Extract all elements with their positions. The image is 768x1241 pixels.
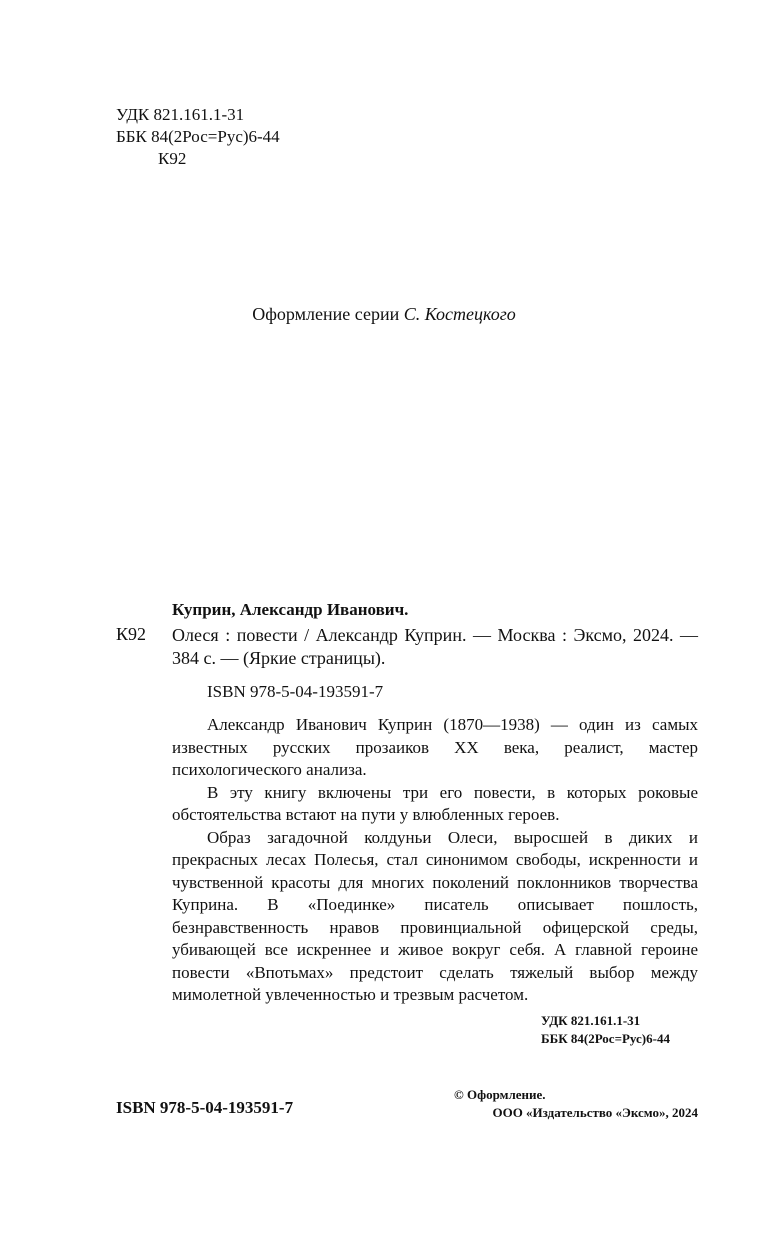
series-design-prefix: Оформление серии — [252, 304, 404, 324]
header-udk: УДК 821.161.1-31 — [116, 105, 245, 124]
copyright-line-2: ООО «Издательство «Эксмо», 2024 — [492, 1105, 698, 1120]
footer-classification — [541, 1012, 670, 1048]
annotation-paragraph: Александр Иванович Куприн (1870—1938) — один из самых известных русских прозаиков XX века, реалист, мастер психологического анализа. — [172, 715, 698, 779]
annotation — [172, 714, 698, 1007]
annotation-paragraph: Образ загадочной колдуньи Олеси, выросшей в диких и прекрасных лесах Полесья, стал синонимом свободы, искренности и чувственной красоты для многих поколений поклонников творчества Куприна. В «Поединке» писатель описывает пошлость, безнравственность нравов провинциальной офицерской среды, убивающей все искреннее и живое вокруг себя. А главной героине повести «Впотьмах» предстоит сделать тяжелый выбор между мимолетной увлеченностью и трезвым расчетом. — [172, 827, 698, 1004]
series-designer-name: С. Костецкого — [403, 304, 516, 324]
bib-description: Олеся : повести / Александр Куприн. — Москва : Эксмо, 2024. — 384 с. — (Яркие страницы). — [172, 625, 698, 668]
footer-isbn: ISBN 978-5-04-193591-7 — [116, 1098, 294, 1117]
series-design-credit — [0, 304, 768, 325]
bib-isbn: ISBN 978-5-04-193591-7 — [207, 682, 384, 701]
footer-udk: УДК 821.161.1-31 — [541, 1013, 641, 1028]
bib-author-mark: К92 — [116, 624, 147, 644]
header-bbk: ББК 84(2Рос=Рус)6-44 — [116, 127, 280, 146]
header-author-mark: К92 — [158, 149, 187, 168]
copyright-notice — [440, 1086, 698, 1122]
copyright-line-1: © Оформление. — [454, 1087, 546, 1102]
footer-bbk: ББК 84(2Рос=Рус)6-44 — [541, 1031, 670, 1046]
bib-author: Куприн, Александр Иванович. — [172, 600, 409, 619]
annotation-paragraph: В эту книгу включены три его повести, в которых роковые обстоятельства встают на пути у влюбленных героев. — [172, 782, 698, 824]
